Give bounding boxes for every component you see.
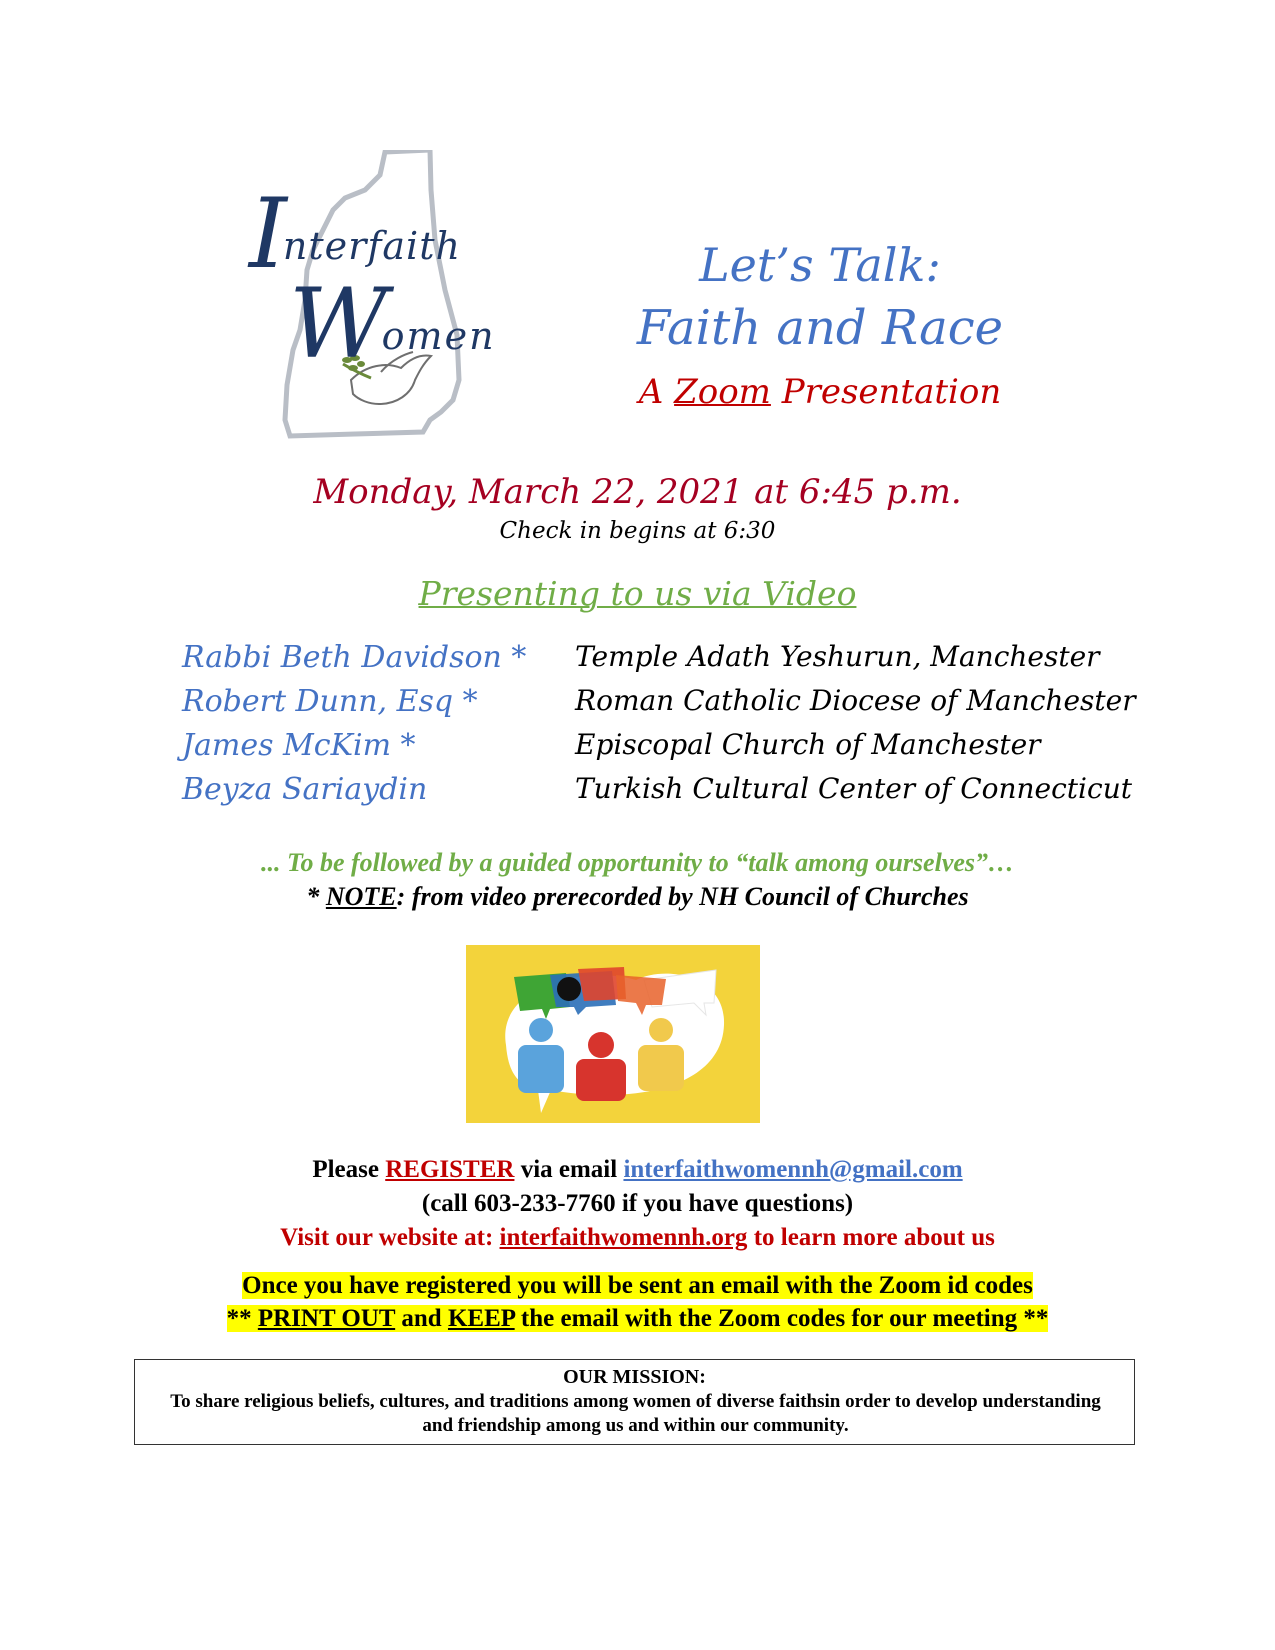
presenter-name: James McKim * <box>182 728 416 763</box>
mission-title: OUR MISSION: <box>563 1366 706 1388</box>
zoom-notice-line: Once you have registered you will be sent an email with the Zoom id codes <box>242 1272 1033 1299</box>
call-line: (call 603-233-7760 if you have questions) <box>421 1190 854 1217</box>
print-keep-line: ** PRINT OUT and KEEP the email with the Zoom codes for our meeting ** <box>226 1305 1049 1332</box>
zoom-word: Zoom <box>674 372 771 412</box>
presenting-heading: Presenting to us via Video <box>418 574 857 613</box>
presenter-organization: Episcopal Church of Manchester <box>575 728 1041 761</box>
checkin-time: Check in begins at 6:30 <box>499 518 776 544</box>
talk-illustration <box>466 945 760 1123</box>
presenter-organization: Temple Adath Yeshurun, Manchester <box>575 640 1100 673</box>
mission-text: To share religious beliefs, cultures, and traditions among women of diverse faithsin order to develop understanding and friendship among us and within our community. <box>170 1391 1101 1436</box>
website-link[interactable]: interfaithwomennh.org <box>499 1224 748 1251</box>
title-faith-and-race: Faith and Race <box>636 300 1004 356</box>
followup-text: ... To be followed by a guided opportunity to “talk among ourselves”… <box>260 848 1015 877</box>
logo-women-text: Women <box>289 268 496 380</box>
interfaith-women-logo <box>245 150 515 450</box>
event-date: Monday, March 22, 2021 at 6:45 p.m. <box>313 472 962 512</box>
register-word: REGISTER <box>385 1156 515 1183</box>
email-link[interactable]: interfaithwomennh@gmail.com <box>623 1156 963 1183</box>
mission-box <box>134 1359 1135 1445</box>
presenter-organization: Roman Catholic Diocese of Manchester <box>575 684 1136 717</box>
title-zoom-presentation: A Zoom Presentation <box>638 372 1002 412</box>
presenter-name: Beyza Sariaydin <box>182 772 428 807</box>
title-lets-talk: Let’s Talk: <box>699 238 941 292</box>
presenter-name: Rabbi Beth Davidson * <box>182 640 527 675</box>
note-text: * NOTE: from video prerecorded by NH Council of Churches <box>306 882 969 911</box>
presenter-organization: Turkish Cultural Center of Connecticut <box>575 772 1132 805</box>
website-line: Visit our website at: interfaithwomennh.org to learn more about us <box>280 1224 995 1251</box>
logo-interfaith-text: Interfaith <box>249 178 461 290</box>
register-line: Please REGISTER via email interfaithwomennh@gmail.com <box>312 1156 963 1183</box>
presenter-name: Robert Dunn, Esq * <box>182 684 478 719</box>
